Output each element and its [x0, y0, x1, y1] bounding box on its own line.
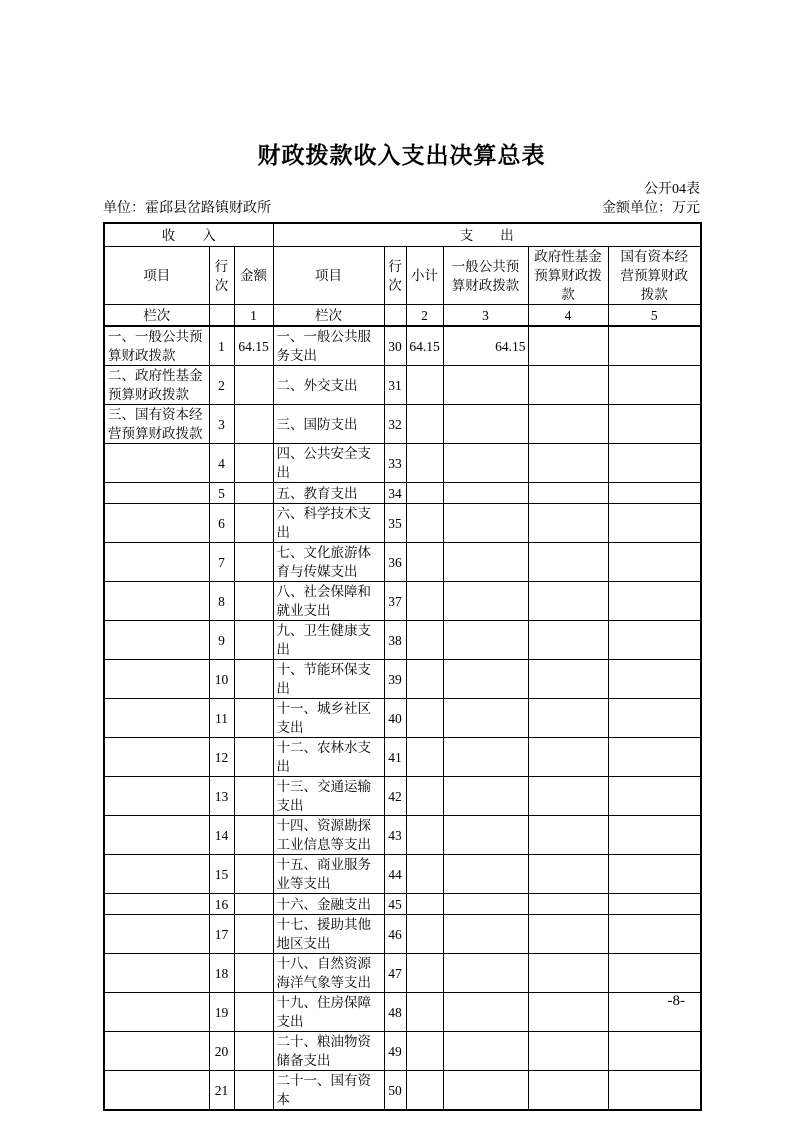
table-row — [104, 582, 701, 621]
income-rowno-index — [209, 305, 234, 327]
state-capital-cell — [608, 699, 701, 738]
table-row — [104, 816, 701, 855]
table-row — [104, 444, 701, 483]
income-amount-cell — [234, 582, 273, 621]
income-amount-cell — [234, 1032, 273, 1071]
income-amount-cell — [234, 543, 273, 582]
income-item-cell — [104, 954, 209, 993]
general-budget-cell — [443, 621, 528, 660]
general-budget-cell — [443, 915, 528, 954]
expense-item-cell: 三、国防支出 — [273, 405, 384, 444]
expense-item-cell: 二十、粮油物资储备支出 — [273, 1032, 384, 1071]
gov-fund-cell — [528, 915, 608, 954]
expense-rowno-cell: 48 — [384, 993, 406, 1032]
expense-item-cell: 十二、农林水支出 — [273, 738, 384, 777]
gov-fund-cell — [528, 1032, 608, 1071]
expense-rowno-cell: 35 — [384, 504, 406, 543]
general-budget-cell — [443, 855, 528, 894]
gov-fund-cell — [528, 366, 608, 405]
income-index-label: 栏次 — [104, 305, 209, 327]
gov-fund-cell — [528, 504, 608, 543]
expense-item-cell: 十五、商业服务业等支出 — [273, 855, 384, 894]
gov-fund-cell — [528, 621, 608, 660]
income-amount-cell — [234, 777, 273, 816]
income-amount-cell — [234, 894, 273, 915]
general-budget-index: 3 — [443, 305, 528, 327]
state-capital-cell — [608, 405, 701, 444]
expense-rowno-cell: 33 — [384, 444, 406, 483]
general-budget-cell — [443, 699, 528, 738]
income-rowno-cell: 10 — [209, 660, 234, 699]
expense-item-cell: 九、卫生健康支出 — [273, 621, 384, 660]
state-capital-cell — [608, 1032, 701, 1071]
subtotal-cell — [406, 621, 443, 660]
general-budget-cell — [443, 582, 528, 621]
subtotal-cell — [406, 483, 443, 504]
state-capital-cell — [608, 483, 701, 504]
amount-unit-label: 金额单位：万元 — [602, 201, 700, 216]
general-budget-cell — [443, 894, 528, 915]
table-row — [104, 504, 701, 543]
income-rowno-cell: 12 — [209, 738, 234, 777]
income-amount-cell — [234, 660, 273, 699]
income-amount-cell — [234, 993, 273, 1032]
expense-rowno-cell: 34 — [384, 483, 406, 504]
income-rowno-cell: 20 — [209, 1032, 234, 1071]
income-rowno-cell: 21 — [209, 1071, 234, 1111]
subtotal-cell — [406, 855, 443, 894]
income-item-cell — [104, 660, 209, 699]
unit-label: 单位：霍邱县岔路镇财政所 — [103, 201, 271, 216]
expense-item-cell: 一、一般公共服务支出 — [273, 326, 384, 366]
state-capital-cell — [608, 855, 701, 894]
general-budget-header: 一般公共预算财政拨款 — [443, 247, 528, 305]
document-content — [103, 141, 700, 1111]
expense-rowno-cell: 43 — [384, 816, 406, 855]
state-capital-cell — [608, 543, 701, 582]
expense-item-cell: 十七、援助其他地区支出 — [273, 915, 384, 954]
income-item-cell — [104, 738, 209, 777]
income-amount-cell — [234, 444, 273, 483]
income-amount-cell — [234, 1071, 273, 1111]
state-capital-cell — [608, 993, 701, 1032]
general-budget-cell — [443, 543, 528, 582]
general-budget-cell — [443, 1071, 528, 1111]
income-rowno-cell: 6 — [209, 504, 234, 543]
expense-item-cell: 十三、交通运输支出 — [273, 777, 384, 816]
income-amount-cell — [234, 366, 273, 405]
income-item-cell: 二、政府性基金预算财政拨款 — [104, 366, 209, 405]
subtotal-cell — [406, 894, 443, 915]
income-rowno-cell: 13 — [209, 777, 234, 816]
table-row — [104, 954, 701, 993]
general-budget-cell — [443, 777, 528, 816]
income-item-cell — [104, 915, 209, 954]
income-rowno-header: 行次 — [209, 247, 234, 305]
income-item-cell — [104, 543, 209, 582]
state-capital-cell — [608, 582, 701, 621]
general-budget-cell — [443, 816, 528, 855]
gov-fund-index: 4 — [528, 305, 608, 327]
subtotal-cell: 64.15 — [406, 326, 443, 366]
expense-rowno-cell: 37 — [384, 582, 406, 621]
expense-item-cell: 十一、城乡社区支出 — [273, 699, 384, 738]
income-rowno-cell: 3 — [209, 405, 234, 444]
column-index-row — [104, 305, 701, 327]
subtotal-header: 小计 — [406, 247, 443, 305]
general-budget-cell — [443, 366, 528, 405]
income-amount-cell — [234, 483, 273, 504]
income-rowno-cell: 1 — [209, 326, 234, 366]
income-item-header: 项目 — [104, 247, 209, 305]
table-row — [104, 777, 701, 816]
expense-rowno-cell: 45 — [384, 894, 406, 915]
section-header-row — [104, 223, 701, 247]
gov-fund-cell — [528, 855, 608, 894]
income-amount-cell — [234, 954, 273, 993]
subtotal-cell — [406, 816, 443, 855]
table-row — [104, 738, 701, 777]
income-rowno-cell: 17 — [209, 915, 234, 954]
expense-item-header: 项目 — [273, 247, 384, 305]
general-budget-cell — [443, 738, 528, 777]
subtotal-cell — [406, 954, 443, 993]
subtotal-cell — [406, 504, 443, 543]
state-capital-header: 国有资本经营预算财政拨款 — [608, 247, 701, 305]
expense-rowno-cell: 38 — [384, 621, 406, 660]
table-code: 公开04表 — [644, 182, 700, 197]
gov-fund-cell — [528, 954, 608, 993]
general-budget-cell — [443, 483, 528, 504]
table-row — [104, 621, 701, 660]
state-capital-cell — [608, 915, 701, 954]
subtotal-cell — [406, 660, 443, 699]
gov-fund-cell — [528, 582, 608, 621]
general-budget-cell: 64.15 — [443, 326, 528, 366]
income-rowno-cell: 8 — [209, 582, 234, 621]
state-capital-cell — [608, 954, 701, 993]
gov-fund-cell — [528, 993, 608, 1032]
gov-fund-cell — [528, 444, 608, 483]
expense-rowno-cell: 32 — [384, 405, 406, 444]
income-item-cell — [104, 993, 209, 1032]
income-amount-cell — [234, 915, 273, 954]
expense-rowno-cell: 30 — [384, 326, 406, 366]
income-rowno-cell: 7 — [209, 543, 234, 582]
expense-item-cell: 七、文化旅游体育与传媒支出 — [273, 543, 384, 582]
general-budget-cell — [443, 405, 528, 444]
table-row — [104, 894, 701, 915]
income-item-cell — [104, 1032, 209, 1071]
income-item-cell: 三、国有资本经营预算财政拨款 — [104, 405, 209, 444]
expense-item-cell: 十九、住房保障支出 — [273, 993, 384, 1032]
table-row — [104, 855, 701, 894]
gov-fund-cell — [528, 660, 608, 699]
gov-fund-cell — [528, 816, 608, 855]
table-row — [104, 405, 701, 444]
income-amount-cell — [234, 504, 273, 543]
state-capital-cell — [608, 621, 701, 660]
income-amount-cell — [234, 816, 273, 855]
gov-fund-cell — [528, 326, 608, 366]
income-rowno-cell: 19 — [209, 993, 234, 1032]
expense-rowno-cell: 42 — [384, 777, 406, 816]
subtotal-cell — [406, 543, 443, 582]
expense-rowno-cell: 44 — [384, 855, 406, 894]
expense-rowno-cell: 50 — [384, 1071, 406, 1111]
income-rowno-cell: 9 — [209, 621, 234, 660]
state-capital-cell — [608, 444, 701, 483]
subtotal-cell — [406, 777, 443, 816]
income-rowno-cell: 14 — [209, 816, 234, 855]
table-row — [104, 366, 701, 405]
income-item-cell — [104, 1071, 209, 1111]
page-title: 财政拨款收入支出决算总表 — [257, 142, 546, 168]
subtotal-index: 2 — [406, 305, 443, 327]
general-budget-cell — [443, 1032, 528, 1071]
subtotal-cell — [406, 366, 443, 405]
expense-item-cell: 四、公共安全支出 — [273, 444, 384, 483]
state-capital-cell — [608, 816, 701, 855]
table-row — [104, 543, 701, 582]
income-amount-index: 1 — [234, 305, 273, 327]
state-capital-cell — [608, 660, 701, 699]
table-row — [104, 660, 701, 699]
income-section-header: 收 入 — [104, 223, 273, 247]
gov-fund-cell — [528, 405, 608, 444]
income-amount-cell — [234, 855, 273, 894]
income-amount-cell: 64.15 — [234, 326, 273, 366]
income-rowno-cell: 5 — [209, 483, 234, 504]
expense-rowno-cell: 49 — [384, 1032, 406, 1071]
income-item-cell — [104, 444, 209, 483]
income-rowno-cell: 16 — [209, 894, 234, 915]
subtotal-cell — [406, 1032, 443, 1071]
income-item-cell — [104, 621, 209, 660]
expense-item-cell: 十六、金融支出 — [273, 894, 384, 915]
table-row — [104, 1071, 701, 1111]
expense-rowno-header: 行次 — [384, 247, 406, 305]
income-item-cell — [104, 816, 209, 855]
income-item-cell — [104, 777, 209, 816]
general-budget-cell — [443, 993, 528, 1032]
expense-rowno-cell: 40 — [384, 699, 406, 738]
expense-rowno-cell: 46 — [384, 915, 406, 954]
expense-rowno-cell: 41 — [384, 738, 406, 777]
income-item-cell — [104, 504, 209, 543]
subtotal-cell — [406, 1071, 443, 1111]
income-rowno-cell: 18 — [209, 954, 234, 993]
subtotal-cell — [406, 444, 443, 483]
gov-fund-cell — [528, 777, 608, 816]
income-item-cell — [104, 855, 209, 894]
expense-rowno-index — [384, 305, 406, 327]
expense-item-cell: 二、外交支出 — [273, 366, 384, 405]
income-rowno-cell: 4 — [209, 444, 234, 483]
expense-rowno-cell: 31 — [384, 366, 406, 405]
income-item-cell: 一、一般公共预算财政拨款 — [104, 326, 209, 366]
general-budget-cell — [443, 444, 528, 483]
state-capital-cell — [608, 738, 701, 777]
state-capital-cell — [608, 366, 701, 405]
gov-fund-cell — [528, 483, 608, 504]
state-capital-cell — [608, 326, 701, 366]
expense-rowno-cell: 47 — [384, 954, 406, 993]
income-rowno-cell: 2 — [209, 366, 234, 405]
income-item-cell — [104, 483, 209, 504]
state-capital-cell — [608, 894, 701, 915]
subtotal-cell — [406, 738, 443, 777]
income-amount-cell — [234, 405, 273, 444]
income-item-cell — [104, 699, 209, 738]
table-row — [104, 326, 701, 366]
expense-item-cell: 二十一、国有资本 — [273, 1071, 384, 1111]
income-item-cell — [104, 894, 209, 915]
expense-item-cell: 五、教育支出 — [273, 483, 384, 504]
expense-item-cell: 十四、资源勘探工业信息等支出 — [273, 816, 384, 855]
income-amount-cell — [234, 738, 273, 777]
subtotal-cell — [406, 993, 443, 1032]
gov-fund-cell — [528, 894, 608, 915]
gov-fund-header: 政府性基金预算财政拨款 — [528, 247, 608, 305]
expense-item-cell: 八、社会保障和就业支出 — [273, 582, 384, 621]
expense-item-cell: 六、科学技术支出 — [273, 504, 384, 543]
state-capital-cell — [608, 504, 701, 543]
income-item-cell — [104, 582, 209, 621]
meta-line — [103, 199, 700, 219]
table-row — [104, 993, 701, 1032]
gov-fund-cell — [528, 738, 608, 777]
table-row — [104, 699, 701, 738]
general-budget-cell — [443, 660, 528, 699]
subtotal-cell — [406, 699, 443, 738]
table-row — [104, 915, 701, 954]
fiscal-appropriation-table — [103, 222, 702, 1111]
table-row — [104, 483, 701, 504]
expense-rowno-cell: 39 — [384, 660, 406, 699]
state-capital-cell — [608, 1071, 701, 1111]
subtotal-cell — [406, 582, 443, 621]
income-rowno-cell: 15 — [209, 855, 234, 894]
expense-item-cell: 十、节能环保支出 — [273, 660, 384, 699]
expense-index-label: 栏次 — [273, 305, 384, 327]
subtotal-cell — [406, 405, 443, 444]
expense-item-cell: 十八、自然资源海洋气象等支出 — [273, 954, 384, 993]
income-amount-cell — [234, 699, 273, 738]
general-budget-cell — [443, 504, 528, 543]
gov-fund-cell — [528, 1071, 608, 1111]
gov-fund-cell — [528, 543, 608, 582]
subtotal-cell — [406, 915, 443, 954]
column-header-row — [104, 247, 701, 305]
page-number: -8- — [667, 993, 685, 1009]
income-amount-cell — [234, 621, 273, 660]
expense-section-header: 支 出 — [273, 223, 701, 247]
income-amount-header: 金额 — [234, 247, 273, 305]
state-capital-cell — [608, 777, 701, 816]
gov-fund-cell — [528, 699, 608, 738]
expense-rowno-cell: 36 — [384, 543, 406, 582]
state-capital-index: 5 — [608, 305, 701, 327]
general-budget-cell — [443, 954, 528, 993]
income-rowno-cell: 11 — [209, 699, 234, 738]
table-row — [104, 1032, 701, 1071]
